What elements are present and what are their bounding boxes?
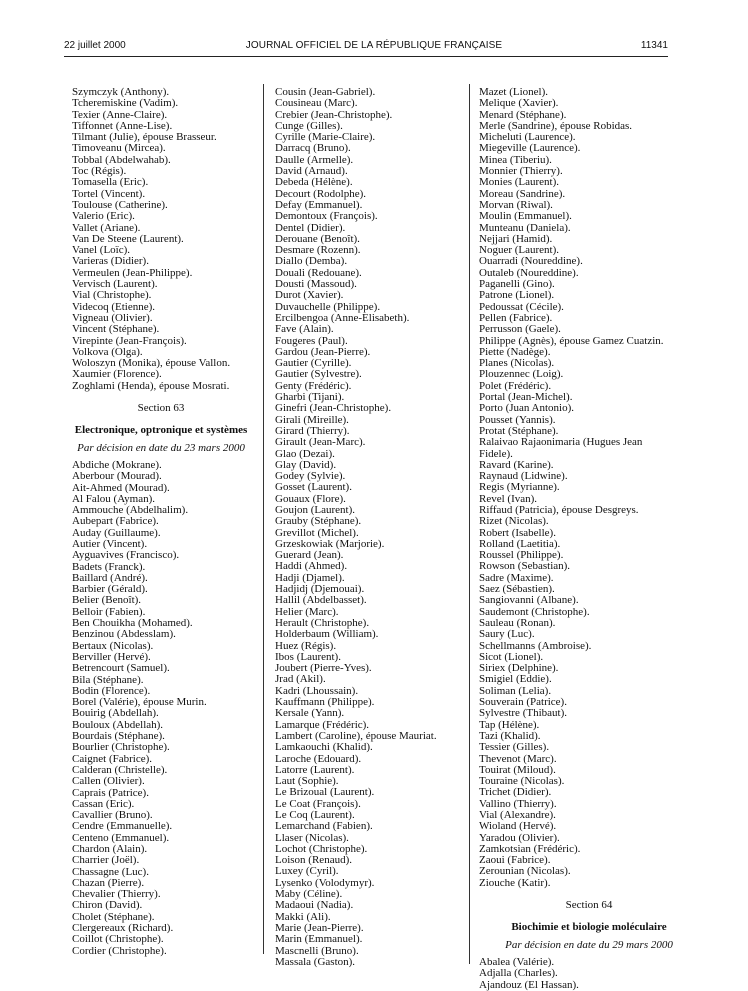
list-item: Loison (Renaud). <box>275 854 352 867</box>
list-item: Moreau (Sandrine). <box>479 187 566 200</box>
list-item: Gardou (Jean-Pierre). <box>275 345 371 358</box>
list-item: Lysenko (Volodymyr). <box>275 876 375 889</box>
list-item: Crebier (Jean-Christophe). <box>275 108 393 121</box>
list-item: Borel (Valérie), épouse Murin. <box>72 696 207 709</box>
list-item: Aubepart (Fabrice). <box>72 515 159 528</box>
list-item: Laroche (Edouard). <box>275 752 362 765</box>
list-item: Benzinou (Abdesslam). <box>72 628 176 641</box>
list-item: Helier (Marc). <box>275 605 339 618</box>
list-item: Girard (Thierry). <box>275 424 350 437</box>
list-item: Al Falou (Ayman). <box>72 492 156 505</box>
list-item: Cousin (Jean-Gabriel). <box>275 86 376 98</box>
list-item: Zoghlami (Henda), épouse Mosrati. <box>72 379 230 392</box>
list-item: Cendre (Emmanuelle). <box>72 820 173 833</box>
list-item: Berviller (Hervé). <box>72 650 151 663</box>
list-item: Jrad (Akil). <box>275 673 326 686</box>
list-item: Vermeulen (Jean-Philippe). <box>72 266 193 279</box>
list-item: Badets (Franck). <box>72 560 146 573</box>
list-item: Lochot (Christophe). <box>275 842 368 855</box>
list-item: Planes (Nicolas). <box>479 357 555 370</box>
list-item: Holderbaum (William). <box>275 628 379 641</box>
list-item: Miegeville (Laurence). <box>479 142 581 155</box>
column-divider-2 <box>469 84 470 964</box>
list-item: Dousti (Massoud). <box>275 278 357 291</box>
list-item: Grevillot (Michel). <box>275 526 359 539</box>
name-list <box>72 460 250 957</box>
list-item: Monnier (Thierry). <box>479 165 563 178</box>
section-64-decision: Par décision en date du 29 mars 2000 <box>505 938 673 951</box>
list-item: Gosset (Laurent). <box>275 481 352 494</box>
list-item: Thevenot (Marc). <box>479 752 557 765</box>
list-item: Cunge (Gilles). <box>275 119 343 132</box>
list-item: Noguer (Laurent). <box>479 244 560 257</box>
list-item: Chiron (David). <box>72 899 143 912</box>
list-item: Herault (Christophe). <box>275 616 370 629</box>
list-item: Guerard (Jean). <box>275 549 344 562</box>
list-item: Huez (Régis). <box>275 639 337 652</box>
list-item: Tap (Hélène). <box>479 718 540 731</box>
list-item: Morvan (Riwal). <box>479 198 553 211</box>
list-item: Abdiche (Mokrane). <box>72 458 162 471</box>
header-title: JOURNAL OFFICIEL DE LA RÉPUBLIQUE FRANÇAISE <box>245 40 503 51</box>
column-2 <box>275 87 465 968</box>
list-item: Bourdais (Stéphane). <box>72 730 165 743</box>
list-item: Vanel (Loïc). <box>72 244 131 257</box>
list-item: Gautier (Sylvestre). <box>275 368 362 381</box>
list-item: Tobbal (Abdelwahab). <box>72 153 171 166</box>
list-item: Ajandouz (El Hassan). <box>479 978 579 991</box>
list-item: Madaoui (Nadia). <box>275 899 354 912</box>
list-item: Vial (Alexandre). <box>479 809 556 821</box>
list-item: Coillot (Christophe). <box>72 933 164 946</box>
list-item: Laut (Sophie). <box>275 775 339 788</box>
list-item: Vigneau (Olivier). <box>72 311 153 324</box>
list-item: Merle (Sandrine), épouse Robidas. <box>479 119 633 132</box>
list-item: Regis (Myrianne). <box>479 481 560 494</box>
list-item: Kauffmann (Philippe). <box>275 696 375 709</box>
list-item: Caprais (Patrice). <box>72 786 149 799</box>
list-item: Toc (Régis). <box>72 165 127 178</box>
list-item: Ben Chouikha (Mohamed). <box>72 617 193 630</box>
list-item: Marin (Emmanuel). <box>275 933 363 946</box>
list-item: Debeda (Hélène). <box>275 176 353 189</box>
list-item: Polet (Frédéric). <box>479 379 552 392</box>
list-item: Bertaux (Nicolas). <box>72 639 154 652</box>
list-item: Grauby (Stéphane). <box>275 515 362 528</box>
list-item: Decourt (Rodolphe). <box>275 187 367 200</box>
list-item: Tomasella (Eric). <box>72 176 149 189</box>
list-item: Ammouche (Abdelhalim). <box>72 504 189 517</box>
list-item: Nejjari (Hamid). <box>479 232 553 245</box>
header-date: 22 juillet 2000 <box>64 40 126 51</box>
list-item: Melique (Xavier). <box>479 97 559 110</box>
list-item: Fougeres (Paul). <box>275 334 348 347</box>
list-item: Kersale (Yann). <box>275 707 345 720</box>
list-item: Piette (Nadège). <box>479 345 551 358</box>
list-item: Saury (Luc). <box>479 628 535 641</box>
list-item: Centeno (Emmanuel). <box>72 831 170 844</box>
list-item: Timoveanu (Mircea). <box>72 142 166 155</box>
list-item: David (Arnaud). <box>275 165 348 178</box>
list-item: Protat (Stéphane). <box>479 424 559 437</box>
list-item: Menard (Stéphane). <box>479 108 567 121</box>
list-item: Texier (Anne-Claire). <box>72 108 168 121</box>
list-item: Volkova (Olga). <box>72 345 143 358</box>
list-item: Schellmanns (Ambroise). <box>479 639 592 652</box>
list-item: Genty (Frédéric). <box>275 379 352 392</box>
list-item: Vincent (Stéphane). <box>72 323 160 336</box>
list-item: Callen (Olivier). <box>72 775 145 788</box>
list-item: Le Coq (Laurent). <box>275 809 355 821</box>
list-item: Szymczyk (Anthony). <box>72 86 170 98</box>
section-63-decision: Par décision en date du 23 mars 2000 <box>77 441 245 454</box>
header-page-number: 11341 <box>640 40 668 51</box>
list-item: Charrier (Joël). <box>72 854 140 867</box>
list-item: Virepinte (Jean-François). <box>72 334 187 347</box>
list-item: Bouloux (Abdellah). <box>72 718 164 731</box>
list-item: Moulin (Emmanuel). <box>479 210 572 223</box>
list-item: Massala (Gaston). <box>275 955 356 968</box>
list-item: Rowson (Sebastian). <box>479 560 571 573</box>
list-item: Roussel (Philippe). <box>479 549 564 562</box>
name-list <box>275 87 465 968</box>
list-item: Toulouse (Catherine). <box>72 198 168 211</box>
list-item: Grzeskowiak (Marjorie). <box>275 537 385 550</box>
column-1 <box>72 87 250 957</box>
list-item: Tessier (Gilles). <box>479 741 550 754</box>
list-item: Cyrille (Marie-Claire). <box>275 131 376 144</box>
list-item: Trichet (Didier). <box>479 786 552 799</box>
list-item: Zaoui (Fabrice). <box>479 854 551 867</box>
list-item: Lambert (Caroline), épouse Mauriat. <box>275 729 437 742</box>
name-list <box>479 87 699 889</box>
column-divider-1 <box>263 84 264 954</box>
section-63-subtitle: Electronique, optronique et systèmes <box>74 424 248 437</box>
section-64-heading: Section 64 <box>565 899 613 912</box>
list-item: Diallo (Demba). <box>275 255 348 268</box>
list-item: Micheluti (Laurence). <box>479 131 576 144</box>
list-item: Duvauchelle (Philippe). <box>275 300 381 313</box>
list-item: Raynaud (Lidwine). <box>479 470 568 483</box>
list-item: Tazi (Khalid). <box>479 729 541 742</box>
list-item: Bila (Stéphane). <box>72 673 144 686</box>
list-item: Ziouche (Katir). <box>479 876 551 889</box>
list-item: Vallet (Ariane). <box>72 221 141 234</box>
list-item: Le Coat (François). <box>275 797 361 810</box>
list-item: Sauleau (Ronan). <box>479 616 556 629</box>
list-item: Cousineau (Marc). <box>275 97 358 110</box>
list-item: Valerio (Eric). <box>72 210 135 223</box>
list-item: Revel (Ivan). <box>479 492 538 505</box>
list-item: Barbier (Gérald). <box>72 583 148 596</box>
list-item: Vallino (Thierry). <box>479 797 557 810</box>
list-item: Goujon (Laurent). <box>275 503 356 516</box>
list-item: Abalea (Valérie). <box>479 955 555 968</box>
list-item: Touirat (Miloud). <box>479 763 556 776</box>
list-item: Saez (Sébastien). <box>479 583 555 596</box>
list-item: Ralaivao Rajaonimaria (Hugues Jean <box>479 436 643 449</box>
list-item: Souverain (Patrice). <box>479 696 567 709</box>
list-item: Chardon (Alain). <box>72 843 148 855</box>
list-item: Fidele). <box>479 447 513 460</box>
column-3 <box>479 87 699 991</box>
list-item: Cholet (Stéphane). <box>72 910 155 923</box>
list-item: Calderan (Christelle). <box>72 763 168 776</box>
list-item: Tiffonnet (Anne-Lise). <box>72 119 173 132</box>
list-item: Porto (Juan Antonio). <box>479 402 575 415</box>
list-item: Saudemont (Christophe). <box>479 605 590 618</box>
list-item: Hadji (Djamel). <box>275 571 345 584</box>
list-item: Varieras (Didier). <box>72 255 149 268</box>
section-64-subtitle: Biochimie et biologie moléculaire <box>511 921 667 934</box>
list-item: Zerounian (Nicolas). <box>479 865 571 878</box>
name-list <box>479 957 699 991</box>
list-item: Outaleb (Noureddine). <box>479 266 579 279</box>
list-item: Chevalier (Thierry). <box>72 888 161 901</box>
list-item: Yaradou (Olivier). <box>479 831 560 844</box>
list-item: Pellen (Fabrice). <box>479 311 553 324</box>
list-item: Maby (Céline). <box>275 888 343 901</box>
list-item: Sylvestre (Thibaut). <box>479 707 567 720</box>
list-item: Glay (David). <box>275 458 337 471</box>
list-item: Luxey (Cyril). <box>275 865 339 878</box>
list-item: Autier (Vincent). <box>72 537 148 550</box>
list-item: Desmare (Rozenn). <box>275 244 361 257</box>
list-item: Makki (Ali). <box>275 910 331 923</box>
list-item: Tortel (Vincent). <box>72 187 146 200</box>
list-item: Minea (Tiberiu). <box>479 153 552 166</box>
list-item: Xaumier (Florence). <box>72 368 162 381</box>
list-item: Sadre (Maxime). <box>479 571 554 584</box>
list-item: Kadri (Lhoussain). <box>275 684 359 697</box>
list-item: Sangiovanni (Albane). <box>479 594 579 607</box>
list-item: Ouarradi (Noureddine). <box>479 255 583 268</box>
list-item: Llaser (Nicolas). <box>275 831 349 844</box>
list-item: Zamkotsian (Frédéric). <box>479 842 581 855</box>
list-item: Ginefri (Jean-Christophe). <box>275 402 392 415</box>
list-item: Robert (Isabelle). <box>479 526 556 539</box>
list-item: Dentel (Didier). <box>275 221 346 234</box>
list-item: Fave (Alain). <box>275 323 334 336</box>
list-item: Touraine (Nicolas). <box>479 775 565 788</box>
list-item: Bouirig (Abdellah). <box>72 707 159 720</box>
list-item: Tilmant (Julie), épouse Brasseur. <box>72 131 217 144</box>
list-item: Daulle (Armelle). <box>275 153 354 166</box>
list-item: Ayguavives (Francisco). <box>72 549 180 562</box>
list-item: Latorre (Laurent). <box>275 763 355 776</box>
list-item: Vial (Christophe). <box>72 289 152 302</box>
list-item: Lemarchand (Fabien). <box>275 820 373 833</box>
list-item: Rolland (Laetitia). <box>479 537 561 550</box>
list-item: Belloir (Fabien). <box>72 605 146 618</box>
list-item: Auday (Guillaume). <box>72 526 161 539</box>
list-item: Munteanu (Daniela). <box>479 221 571 234</box>
list-item: Gharbi (Tijani). <box>275 391 345 404</box>
list-item: Woloszyn (Monika), épouse Vallon. <box>72 357 231 370</box>
list-item: Gautier (Cyrille). <box>275 357 352 370</box>
list-item: Ait-Ahmed (Mourad). <box>72 481 170 494</box>
list-item: Lamarque (Frédéric). <box>275 718 370 731</box>
list-item: Glao (Dezai). <box>275 447 335 460</box>
list-item: Tcheremiskine (Vadim). <box>72 97 179 110</box>
list-item: Caignet (Fabrice). <box>72 752 153 765</box>
list-item: Smigiel (Eddie). <box>479 673 552 686</box>
list-item: Cassan (Eric). <box>72 797 135 810</box>
list-item: Pedoussat (Cécile). <box>479 300 564 313</box>
list-item: Bodin (Florence). <box>72 684 151 697</box>
list-item: Betrencourt (Samuel). <box>72 662 170 675</box>
list-item: Mazet (Lionel). <box>479 86 549 98</box>
list-item: Philippe (Agnès), épouse Gamez Cuatzin. <box>479 334 664 347</box>
list-item: Adjalla (Charles). <box>479 967 558 980</box>
list-item: Defay (Emmanuel). <box>275 198 363 211</box>
list-item: Van De Steene (Laurent). <box>72 232 184 245</box>
list-item: Monies (Laurent). <box>479 176 560 189</box>
list-item: Chassagne (Luc). <box>72 865 149 878</box>
list-item: Videcoq (Etienne). <box>72 300 156 313</box>
list-item: Cavallier (Bruno). <box>72 809 153 822</box>
list-item: Vervisch (Laurent). <box>72 278 158 291</box>
list-item: Marie (Jean-Pierre). <box>275 921 364 934</box>
list-item: Perrusson (Gaele). <box>479 323 561 336</box>
list-item: Chazan (Pierre). <box>72 876 145 889</box>
list-item: Ercilbengoa (Anne-Elisabeth). <box>275 311 410 324</box>
list-item: Gouaux (Flore). <box>275 492 346 505</box>
list-item: Ibos (Laurent). <box>275 650 341 663</box>
list-item: Girault (Jean-Marc). <box>275 436 366 449</box>
list-item: Bourlier (Christophe). <box>72 741 170 754</box>
list-item: Belier (Benoît). <box>72 594 142 607</box>
list-item: Paganelli (Gino). <box>479 278 555 291</box>
list-item: Ravard (Karine). <box>479 458 554 471</box>
list-item: Girali (Mireille). <box>275 413 349 426</box>
list-item: Godey (Sylvie). <box>275 470 346 483</box>
list-item: Pousset (Yannis). <box>479 413 556 426</box>
list-item: Soliman (Lelia). <box>479 684 552 697</box>
list-item: Mascnelli (Bruno). <box>275 944 359 957</box>
list-item: Patrone (Lionel). <box>479 289 555 302</box>
list-item: Baillard (André). <box>72 571 148 584</box>
header-rule <box>64 56 668 57</box>
list-item: Derouane (Benoît). <box>275 232 360 245</box>
list-item: Hadjidj (Djemouai). <box>275 583 365 596</box>
section-63-heading: Section 63 <box>137 402 185 415</box>
list-item: Lamkaouchi (Khalid). <box>275 741 373 754</box>
list-item: Joubert (Pierre-Yves). <box>275 662 372 675</box>
list-item: Hallil (Abdelbasset). <box>275 594 367 607</box>
list-item: Haddi (Ahmed). <box>275 560 348 573</box>
list-item: Darracq (Bruno). <box>275 142 351 155</box>
list-item: Rizet (Nicolas). <box>479 515 549 528</box>
list-item: Plouzennec (Loig). <box>479 368 564 381</box>
list-item: Cordier (Christophe). <box>72 944 167 957</box>
name-list <box>72 87 250 392</box>
list-item: Siriex (Delphine). <box>479 662 559 675</box>
list-item: Le Brizoual (Laurent). <box>275 786 375 799</box>
list-item: Portal (Jean-Michel). <box>479 391 573 404</box>
list-item: Riffaud (Patricia), épouse Desgreys. <box>479 503 639 516</box>
list-item: Douali (Redouane). <box>275 266 362 279</box>
list-item: Wioland (Hervé). <box>479 820 557 833</box>
list-item: Durot (Xavier). <box>275 289 344 302</box>
list-item: Aberbour (Mourad). <box>72 470 162 483</box>
list-item: Demontoux (François). <box>275 210 378 223</box>
list-item: Clergereaux (Richard). <box>72 922 174 935</box>
list-item: Sicot (Lionel). <box>479 650 544 663</box>
